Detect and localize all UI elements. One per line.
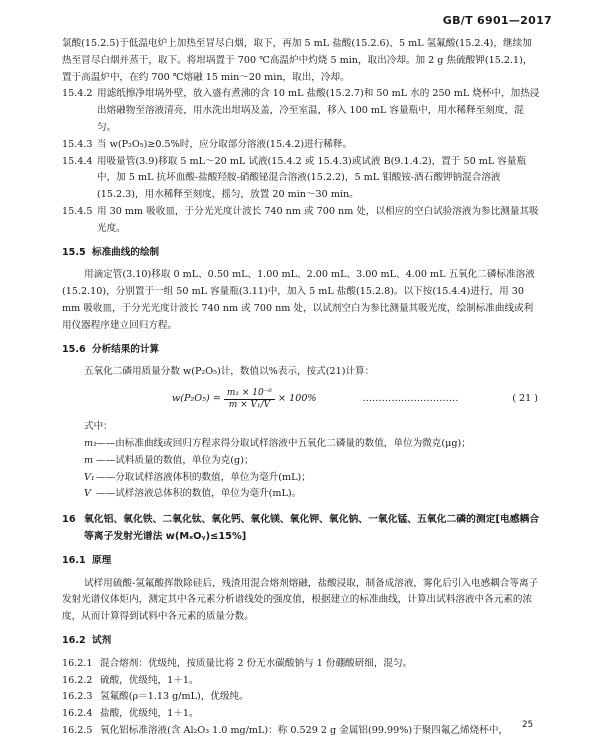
formula [172, 388, 317, 411]
variable-definition [84, 453, 540, 470]
variable-definition [84, 486, 540, 503]
clause-15-4-3 [62, 137, 540, 154]
variable-symbol: m₁ [84, 437, 97, 449]
variable-description: ——由标准曲线或回归方程求得分取试样溶液中五氧化二磷量的数值，单位为微克(μg)； [96, 437, 471, 449]
clause-16-2-5 [62, 723, 540, 740]
page-number: 25 [522, 720, 533, 730]
clause-text: 硫酸，优级纯，1＋1。 [100, 674, 199, 686]
section-title: 标准曲线的绘制 [92, 246, 160, 258]
section-heading-16-1 [62, 553, 540, 570]
equation-21 [62, 383, 540, 415]
paragraph-standard-curve: 用滴定管(3.10)移取 0 mL、0.50 mL、1.00 mL、2.00 mL、3.00 mL、4.00 mL 五氧化二磷标准溶液(15.2.10)，分别置于一组 50 mL 容量瓶(3.11)中，加入 5 mL 盐酸(15.2.8)。以下按(15.4.4)进行，用 30 mm 吸收皿，于分光光度计波长 740 nm 或 700 nm 处，以试剂空白为参比测量其吸光度，绘制标准曲线或利用仪器程序建立回归方程。 [62, 269, 535, 331]
section-title: 原理 [92, 554, 112, 566]
standard-number: GB/T 6901—2017 [442, 14, 552, 27]
clause-16-2-1 [62, 656, 540, 673]
clause-number: 15.4.3 [62, 138, 93, 150]
variable-definition [84, 470, 540, 487]
equation-number: ( 21 ) [512, 392, 538, 404]
paragraph-continuation: 氯酸(15.2.5)于低温电炉上加热至冒尽白烟，取下，再加 5 mL 盐酸(15.2.6)、5 mL 氢氟酸(15.2.4)，继续加热至冒尽白烟并蒸干，取下。将坩埚置于 700 ℃高温炉中灼烧 5 min，取出冷却。加 2 g 焦硫酸钾(15.2.1)，置于高温炉中，在约 700 ℃熔融 15 min～20 min，取出，冷却。 [62, 38, 533, 83]
section-number: 16.1 [62, 554, 86, 566]
section-number: 15.6 [62, 343, 86, 355]
section-title: 分析结果的计算 [92, 343, 160, 355]
variable-description: ——试样溶液总体积的数值，单位为毫升(mL)。 [96, 488, 302, 500]
section-heading-15-5 [62, 245, 540, 262]
clause-number: 15.4.2 [62, 88, 93, 100]
clause-16-2-3 [62, 689, 540, 706]
formula-numerator: m₁ × 10⁻⁶ [224, 388, 275, 400]
section-number: 16.2 [62, 634, 86, 646]
clause-text: 当 w(P₂O₅)≥0.5%时，应分取部分溶液(15.4.2)进行稀释。 [97, 138, 353, 150]
clause-number: 16.2.3 [62, 691, 93, 703]
clause-16-2-2 [62, 673, 540, 690]
clause-text: 混合熔剂：优级纯，按质量比将 2 份无水碳酸钠与 1 份硼酸研细，混匀。 [100, 657, 413, 669]
clause-text: 盐酸，优级纯，1＋1。 [100, 708, 199, 720]
clause-number: 16.2.2 [62, 674, 93, 686]
variable-symbol: m [84, 454, 94, 466]
section-heading-15-6 [62, 342, 540, 359]
formula-tail: × 100% [278, 392, 317, 404]
clause-15-4-4 [62, 154, 540, 204]
formula-lhs: w(P₂O₅) = [172, 392, 221, 404]
page-content [62, 36, 540, 740]
paragraph-principle: 试样用硫酸-氢氟酸挥散除硅后，残渣用混合熔剂熔融，盐酸浸取，制备成溶液，雾化后引入电感耦合等离子发射光谱仪体炬内，测定其中各元素分析谱线处的强度值，根据建立的标准曲线，计算出试料溶液中各元素的浓度，从而计算得到试料中各元素的质量分数。 [62, 577, 539, 623]
clause-text: 氢氟酸(ρ＝1.13 g/mL)，优级纯。 [100, 691, 249, 703]
section-number: 15.5 [62, 246, 86, 258]
variable-description: ——分取试样溶液体积的数值，单位为毫升(mL)； [96, 471, 311, 483]
section-title: 试剂 [92, 634, 112, 646]
clause-number: 16.2.4 [62, 708, 93, 720]
clause-text: 用 30 mm 吸收皿，于分光光度计波长 740 nm 或 700 nm 处，以相应的空白试验溶液为参比测量其吸光度。 [97, 205, 539, 234]
chapter-title: 氧化铝、氧化铁、二氧化钛、氧化钙、氧化镁、氧化钾、氧化钠、一氧化锰、五氧化二磷的测定[电感耦合等离子发射光谱法 w(MₓOᵧ)≤15%] [84, 514, 540, 542]
section-heading-16-2 [62, 633, 540, 650]
paragraph-calculation: 五氧化二磷用质量分数 w(P₂O₅)计，数值以%表示，按式(21)计算： [84, 366, 375, 378]
variable-description: ——试料质量的数值，单位为克(g)； [96, 454, 254, 466]
formula-fraction [224, 388, 275, 411]
clause-text: 用滤纸擦净坩埚外壁，放入盛有煮沸的含 10 mL 盐酸(15.2.7)和 50 mL 水的 250 mL 烧杯中，加热浸出熔融物至溶液清亮，用水洗出坩埚及盖，冷至室温，移入 100 mL 容量瓶中，用水稀释至刻度，混匀。 [97, 88, 540, 133]
clause-15-4-5 [62, 204, 540, 238]
clause-16-2-4 [62, 706, 540, 723]
clause-text: 用吸量管(3.9)移取 5 mL～20 mL 试液(15.4.2 或 15.4.3)或试液 B(9.1.4.2)，置于 50 mL 容量瓶中，加 5 mL 抗坏血酸-盐酸羟胺-硝酸铋混合溶液(15.2.2)，5 mL 钼酸铵-酒石酸钾钠混合溶液(15.2.3)，用水稀释至刻度，摇匀，放置 20 min～30 min。 [97, 155, 527, 201]
chapter-heading-16 [62, 512, 540, 546]
chapter-number: 16 [62, 514, 76, 526]
clause-number: 16.2.1 [62, 657, 93, 669]
variable-definition [84, 436, 540, 453]
variable-symbol: V [84, 488, 91, 500]
clause-number: 16.2.5 [62, 724, 93, 736]
formula-leader-dots: ………………………… [362, 392, 459, 404]
where-label: 式中： [84, 421, 113, 433]
clause-number: 15.4.5 [62, 205, 93, 217]
formula-denominator: m × V₁/V [228, 399, 271, 410]
variable-symbol: V₁ [84, 471, 95, 483]
clause-number: 15.4.4 [62, 155, 93, 167]
clause-text: 氧化铝标准溶液(含 Al₂O₃ 1.0 mg/mL)：称 0.529 2 g 金属铝(99.99%)于聚四氟乙烯烧杯中， [100, 724, 509, 736]
clause-15-4-2 [62, 86, 540, 136]
